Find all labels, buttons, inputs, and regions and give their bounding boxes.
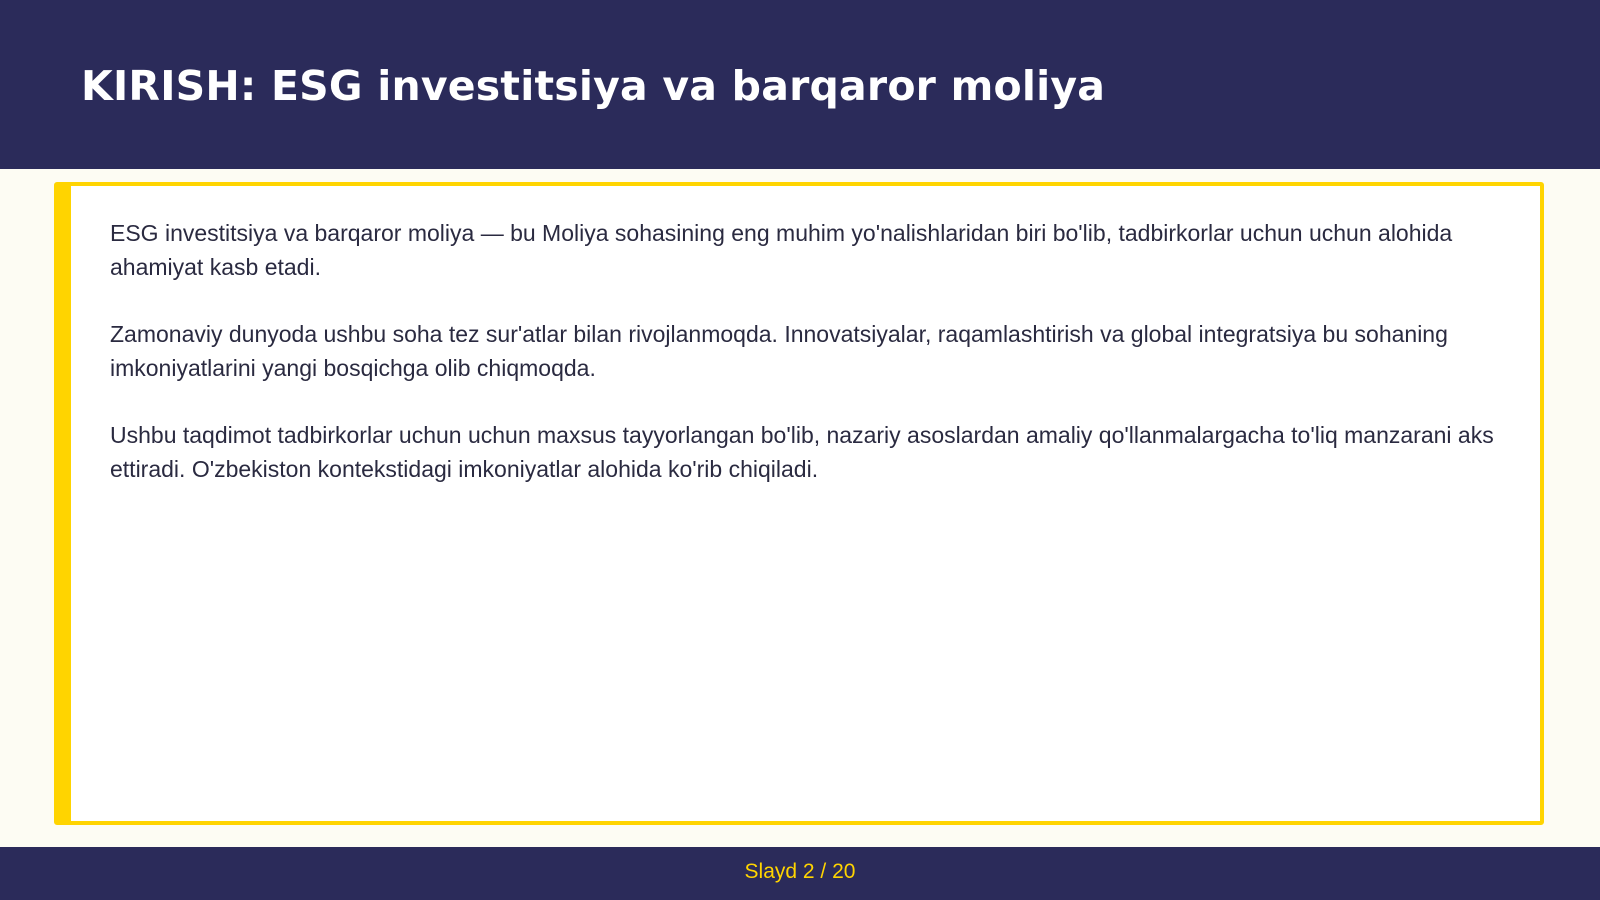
- slide-title: KIRISH: ESG investitsiya va barqaror moliya: [81, 62, 1106, 110]
- presentation-purpose-paragraph: Ushbu taqdimot tadbirkorlar uchun uchun maxsus tayyorlangan bo'lib, nazariy asoslardan amaliy qo'llanmalargacha to'liq manzarani aks ettiradi. O'zbekiston kontekstidagi imkoniyatlar alohida ko'rib chiqiladi.: [110, 422, 1494, 482]
- content-card: [54, 182, 1544, 825]
- content-body: [110, 216, 1510, 519]
- slide-counter: Slayd 2 / 20: [744, 860, 856, 883]
- slide-header: [0, 0, 1600, 169]
- development-paragraph: Zamonaviy dunyoda ushbu soha tez sur'atlar bilan rivojlanmoqda. Innovatsiyalar, raqamlashtirish va global integratsiya bu sohaning imkoniyatlarini yangi bosqichga olib chiqmoqda.: [110, 321, 1448, 381]
- slide-footer: [0, 847, 1600, 900]
- intro-paragraph: ESG investitsiya va barqaror moliya — bu Moliya sohasining eng muhim yo'nalishlaridan biri bo'lib, tadbirkorlar uchun uchun alohida ahamiyat kasb etadi.: [110, 220, 1453, 280]
